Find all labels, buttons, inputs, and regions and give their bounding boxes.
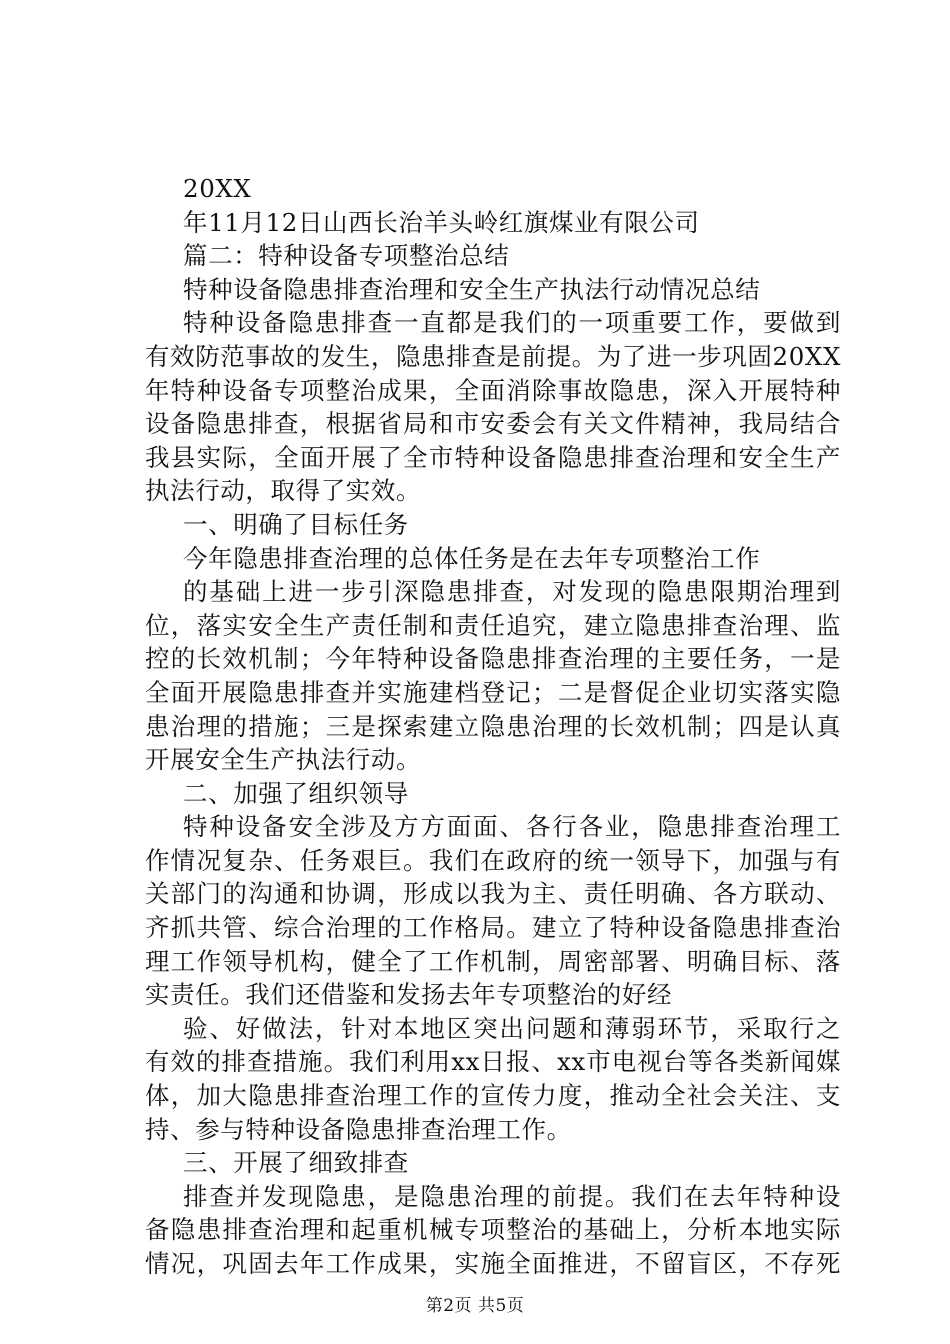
section-heading: 一、明确了目标任务 — [183, 509, 409, 539]
text-line: 齐抓共管、综合治理的工作格局。建立了特种设备隐患排查治 — [145, 913, 841, 943]
text-line: 年特种设备专项整治成果，全面消除事故隐患，深入开展特种 — [145, 375, 841, 405]
text-line: 特种设备安全涉及方方面面、各行各业，隐患排查治理工 — [183, 812, 841, 842]
text-line: 排查并发现隐患，是隐患治理的前提。我们在去年特种设 — [183, 1181, 841, 1211]
text-line: 实责任。我们还借鉴和发扬去年专项整治的好经 — [145, 980, 673, 1010]
section-heading: 二、加强了组织领导 — [183, 778, 409, 808]
text-line: 全面开展隐患排查并实施建档登记；二是督促企业切实落实隐 — [145, 677, 841, 707]
text-line: 开展安全生产执法行动。 — [145, 745, 422, 775]
page-number-footer: 第2页 共5页 — [425, 1296, 525, 1316]
text-line: 情况，巩固去年工作成果，实施全面推进，不留盲区，不存死 — [145, 1249, 841, 1278]
text-line: 20XX — [183, 174, 252, 203]
text-line: 备隐患排查治理和起重机械专项整治的基础上，分析本地实际 — [145, 1215, 841, 1245]
text-line: 今年隐患排查治理的总体任务是在去年专项整治工作 — [183, 543, 761, 573]
text-line: 验、好做法，针对本地区突出问题和薄弱环节，采取行之 — [183, 1013, 841, 1043]
text-line: 我县实际，全面开展了全市特种设备隐患排查治理和安全生产 — [145, 442, 841, 472]
text-line: 执法行动，取得了实效。 — [145, 476, 422, 506]
text-line: 作情况复杂、任务艰巨。我们在政府的统一领导下，加强与有 — [145, 845, 841, 875]
text-line: 关部门的沟通和协调，形成以我为主、责任明确、各方联动、 — [145, 879, 841, 909]
text-line: 设备隐患排查，根据省局和市安委会有关文件精神，我局结合 — [145, 409, 841, 439]
text-line: 位，落实安全生产责任制和责任追究，建立隐患排查治理、监 — [145, 610, 841, 640]
text-line: 持、参与特种设备隐患排查治理工作。 — [145, 1114, 572, 1144]
section-title: 篇二：特种设备专项整治总结 — [183, 241, 510, 271]
text-line: 有效的排查措施。我们利用xx日报、xx市电视台等各类新闻媒 — [145, 1047, 841, 1077]
text-line: 特种设备隐患排查一直都是我们的一项重要工作，要做到 — [183, 308, 841, 338]
text-line: 体，加大隐患排查治理工作的宣传力度，推动全社会关注、支 — [145, 1081, 841, 1111]
text-line: 理工作领导机构，健全了工作机制，周密部署、明确目标、落 — [145, 946, 841, 976]
document-body — [145, 172, 841, 1281]
text-line: 年11月12日山西长治羊头岭红旗煤业有限公司 — [183, 207, 700, 237]
text-line: 的基础上进一步引深隐患排查，对发现的隐患限期治理到 — [183, 577, 841, 607]
text-line: 患治理的措施；三是探索建立隐患治理的长效机制；四是认真 — [145, 711, 841, 741]
section-heading: 三、开展了细致排查 — [183, 1148, 409, 1178]
report-title: 特种设备隐患排查治理和安全生产执法行动情况总结 — [183, 274, 761, 304]
text-line: 有效防范事故的发生，隐患排查是前提。为了进一步巩固20XX — [145, 341, 841, 371]
text-line: 控的长效机制；今年特种设备隐患排查治理的主要任务，一是 — [145, 644, 841, 674]
